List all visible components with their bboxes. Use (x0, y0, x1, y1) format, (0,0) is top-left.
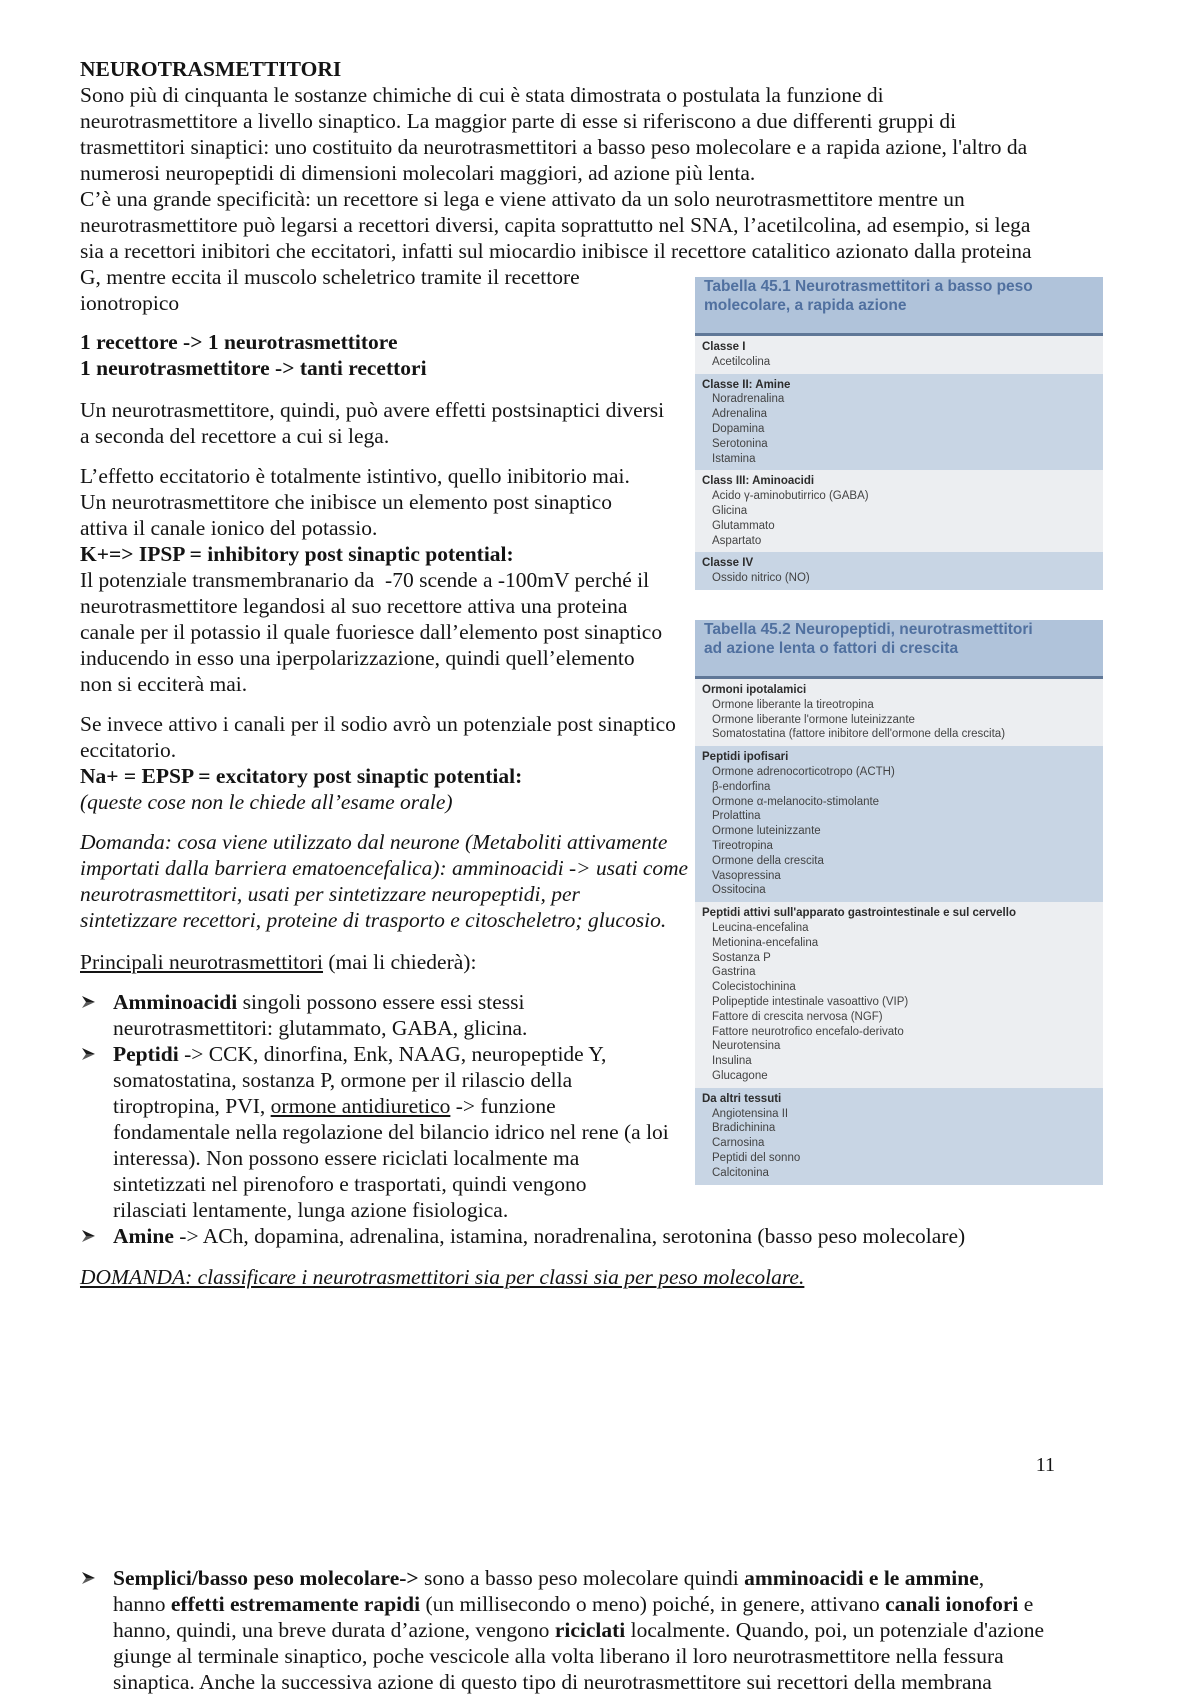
paragraph-line: non si ecciterà mai. (80, 672, 248, 696)
list-item-line: fondamentale nella regolazione del bilancio idrico nel rene (a loi (113, 1120, 669, 1144)
list-item-text: -> funzione (450, 1094, 556, 1118)
table-item: Fattore neurotrofico encefalo-derivato (712, 1025, 904, 1038)
table-item: Glucagone (712, 1069, 768, 1082)
table-item: Neurotensina (712, 1040, 781, 1053)
paragraph-line: Se invece attivo i canali per il sodio avrò un potenziale post sinaptico (80, 712, 676, 736)
page-title: NEUROTRASMETTITORI (80, 57, 342, 81)
bold-text: effetti estremamente rapidi (170, 1592, 421, 1616)
list-item-text: singoli possono essere essi stessi (237, 990, 525, 1014)
table-section (695, 374, 1103, 471)
list-item-line: giunge al terminale sinaptico, poche vescicole alla volta liberano il loro neurotrasmettitore nella fessura (113, 1644, 1004, 1668)
classification-question (80, 1264, 1055, 1290)
table-section-heading: Da altri tessuti (702, 1092, 782, 1105)
table-45-1-figure (695, 268, 1103, 590)
table-item: Ormone della crescita (712, 854, 824, 867)
table-title-line: ad azione lenta o fattori di crescita (704, 640, 959, 657)
paragraph-line: a seconda del recettore a cui si lega. (80, 424, 390, 448)
bullet-arrow-icon (82, 995, 96, 1009)
intro-line: sia a recettori inibitori che eccitatori, infatti sul miocardio inibisce il recettore catalitico azionato dalla proteina (80, 239, 1032, 263)
paragraph-line: Un neurotrasmettitore, quindi, può avere effetti postsinaptici diversi (80, 398, 665, 422)
list-item-term: Amine (113, 1224, 174, 1248)
table-45-2-body (695, 679, 1103, 1185)
bullet-arrow-icon (82, 1047, 96, 1061)
table-section (695, 679, 1103, 746)
table-section-heading: Classe I (702, 341, 746, 353)
list-item (113, 1041, 688, 1067)
table-item: Tireotropina (712, 839, 773, 852)
intro-line: ionotropico (80, 291, 180, 315)
table-section (695, 470, 1103, 552)
list-item-text: sono a basso peso molecolare quindi (418, 1566, 745, 1590)
page-number: 11 (1035, 1454, 1055, 1476)
list-item-term: Semplici/basso peso molecolare-> (113, 1566, 419, 1590)
table-item: Aspartato (712, 534, 762, 547)
table-item: Bradichinina (712, 1122, 776, 1135)
paragraph-text: Il potenziale transmembranario da -70 scende a -100mV perché il (80, 568, 650, 592)
list-item-text: -> ACh, dopamina, adrenalina, istamina, noradrenalina, serotonina (basso peso molecolare) (173, 1224, 966, 1248)
bullet-arrow-icon (82, 1229, 96, 1243)
list-item (113, 1565, 1055, 1591)
table-item: Metionina-encefalina (712, 936, 819, 949)
paragraph-line: Un neurotrasmettitore che inibisce un elemento post sinaptico (80, 490, 612, 514)
intro-line: Sono più di cinquanta le sostanze chimiche di cui è stata dimostrata o postulata la funzione di (80, 83, 884, 107)
question-paragraph (80, 829, 688, 933)
list-item-text: -> CCK, dinorfina, Enk, NAAG, neuropeptide Y, (178, 1042, 607, 1066)
list-item-line: neurotrasmettitori: glutammato, GABA, glicina. (113, 1016, 528, 1040)
table-section-heading: Peptidi attivi sull'apparato gastrointestinale e sul cervello (702, 907, 1016, 920)
table-item: Calcitonina (712, 1166, 769, 1179)
table-title-line: Tabella 45.2 Neuropeptidi, neurotrasmettitori (704, 621, 1033, 638)
list-item-line: somatostatina, sostanza P, ormone per il rilascio della (113, 1068, 573, 1092)
table-item: Vasopressina (712, 869, 781, 882)
list-item-line (113, 1591, 1055, 1617)
intro-line: C’è una grande specificità: un recettore si lega e viene attivato da un solo neurotrasmettitore mentre un (80, 187, 965, 211)
table-item: Acetilcolina (712, 355, 771, 368)
list-item (113, 1223, 1055, 1249)
intro-line: neurotrasmettitore può legarsi a recettori diversi, capita soprattutto nel SNA, l’acetilcolina, ad esempio, si lega (80, 213, 1031, 237)
table-item: Fattore di crescita nervosa (NGF) (712, 1010, 883, 1023)
table-section (695, 746, 1103, 902)
table-section-heading: Class III: Aminoacidi (702, 475, 815, 488)
table-item: Peptidi del sonno (712, 1151, 801, 1164)
bold-text: riciclati (554, 1618, 626, 1642)
list-item (113, 989, 688, 1015)
table-item: Dopamina (712, 422, 765, 435)
table-section (695, 1088, 1103, 1185)
table-item: Gastrina (712, 966, 756, 979)
question-line: sintetizzare recettori, proteine di trasporto e citoscheletro; glucosio. (80, 908, 667, 932)
paragraph-line: L’effetto eccitatorio è totalmente istintivo, quello inibitorio mai. (80, 464, 630, 488)
table-item: Prolattina (712, 810, 761, 823)
table-title-line: molecolare, a rapida azione (704, 297, 907, 314)
question-line: importati dalla barriera ematoencefalica): amminoacidi -> usati come (80, 856, 689, 880)
paragraph-line: attiva il canale ionico del potassio. (80, 516, 378, 540)
list-item-term: Peptidi (113, 1042, 179, 1066)
table-section (695, 336, 1103, 374)
list-item-text: e (1018, 1592, 1034, 1616)
intro-line: G, mentre eccita il muscolo scheletrico tramite il recettore (80, 265, 580, 289)
table-title-line: Tabella 45.1 Neurotrasmettitori a basso peso (704, 278, 1033, 295)
table-item: Angiotensina II (712, 1107, 789, 1120)
table-item: Noradrenalina (712, 393, 785, 406)
table-section (695, 902, 1103, 1088)
excitatory-section (80, 711, 688, 815)
table-item: Ormone α-melanocito-stimolante (712, 795, 880, 808)
table-section-heading: Peptidi ipofisari (702, 751, 789, 764)
ipsp-label: K+=> IPSP = inhibitory post sinaptic potential: (80, 542, 514, 566)
epsp-label: Na+ = EPSP = excitatory post sinaptic potential: (80, 764, 523, 788)
question-line: neurotrasmettitori, usati per sintetizzare neuropeptidi, per (80, 882, 580, 906)
table-45-2-figure (695, 612, 1103, 1185)
table-item: Polipeptide intestinale vasoattivo (VIP) (712, 995, 909, 1008)
list-item-text: localmente. Quando, poi, un potenziale d'azione (625, 1618, 1045, 1642)
list-item-line: sinaptica. Anche la successiva azione di questo tipo di neurotrasmettitore sui recettori della membrana (113, 1670, 992, 1694)
table-45-1-header (695, 277, 1103, 336)
underlined-term: ormone antidiuretico (270, 1094, 451, 1118)
table-item: Acido γ-aminobutirrico (GABA) (712, 490, 869, 503)
list-item-text: , (978, 1566, 985, 1590)
paragraph-line: neurotrasmettitore legandosi al suo recettore attiva una proteina (80, 594, 628, 618)
intro-line: neurotrasmettitore a livello sinaptico. La maggior parte di esse si riferiscono a due differenti gruppi di (80, 109, 957, 133)
inhibitory-section (80, 463, 688, 697)
table-item: Somatostatina (fattore inibitore dell'ormone della crescita) (712, 728, 1006, 741)
exam-note: (queste cose non le chiede all’esame orale) (80, 790, 453, 814)
table-section-heading: Classe II: Amine (702, 378, 791, 391)
list-item-term: Amminoacidi (113, 990, 238, 1014)
list-heading-suffix: (mai li chiederà): (323, 950, 477, 974)
table-45-1-body (695, 336, 1103, 590)
paragraph-line: eccitatorio. (80, 738, 177, 762)
rule-line: 1 recettore -> 1 neurotrasmettitore (80, 330, 398, 354)
intro-line: trasmettitori sinaptici: uno costituito da neurotrasmettitori a basso peso molecolare e a rapida azione, l'altro da (80, 135, 1028, 159)
list-item-text: (un millisecondo o meno) poiché, in genere, attivano (420, 1592, 886, 1616)
table-item: Adrenalina (712, 408, 767, 421)
paragraph-line: canale per il potassio il quale fuoriesce dall’elemento post sinaptico (80, 620, 663, 644)
list-item-line: interessa). Non possono essere riciclati localmente ma (113, 1146, 580, 1170)
table-item: Sostanza P (712, 951, 771, 964)
rule-line: 1 neurotrasmettitore -> tanti recettori (80, 356, 427, 380)
table-item: Ossitocina (712, 884, 766, 897)
paragraph-line (80, 567, 688, 593)
table-item: Leucina-encefalina (712, 921, 809, 934)
list-item-line (113, 1093, 688, 1119)
paragraph-line: inducendo in esso una iperpolarizzazione, quindi quell’elemento (80, 646, 635, 670)
list-item-line: rilasciati lentamente, lunga azione fisiologica. (113, 1198, 509, 1222)
table-item: Glutammato (712, 519, 775, 532)
list-item-text: hanno (113, 1592, 171, 1616)
table-item: Ossido nitrico (NO) (712, 572, 810, 585)
list-item-text: hanno, quindi, una breve durata d’azione, vengono (113, 1618, 555, 1642)
table-item: Insulina (712, 1055, 752, 1068)
bullet-arrow-icon (82, 1571, 96, 1585)
list-heading-line (80, 949, 688, 975)
table-item: Ormone liberante la tireotropina (712, 698, 874, 711)
question-line: Domanda: cosa viene utilizzato dal neurone (Metaboliti attivamente (80, 830, 668, 854)
intro-line: numerosi neuropeptidi di dimensioni molecolari maggiori, ad azione più lenta. (80, 161, 756, 185)
bold-text: amminoacidi e le ammine (744, 1566, 979, 1590)
question-line: DOMANDA: classificare i neurotrasmettitori sia per classi sia per peso molecolare. (80, 1265, 805, 1289)
postsynaptic-paragraph (80, 397, 688, 449)
table-section-heading: Classe IV (702, 557, 754, 570)
table-item: Glicina (712, 504, 748, 517)
list-item-line: sintetizzati nel pirenoforo e trasportati, quindi vengono (113, 1172, 587, 1196)
table-item: Carnosina (712, 1137, 765, 1150)
bold-text: canali ionofori (885, 1592, 1019, 1616)
table-section-heading: Ormoni ipotalamici (702, 684, 807, 696)
simple-neurotransmitters-item (80, 1565, 1196, 1695)
table-section (695, 552, 1103, 590)
list-item-line (113, 1617, 1055, 1643)
table-item: Istamina (712, 452, 756, 465)
table-item: Ormone adrenocorticotropo (ACTH) (712, 765, 895, 778)
table-item: β-endorfina (712, 780, 771, 793)
table-item: Ormone liberante l'ormone luteinizzante (712, 713, 915, 726)
main-list-heading (80, 949, 688, 975)
table-item: Colecistochinina (712, 981, 796, 994)
table-item: Serotonina (712, 437, 768, 450)
table-item: Ormone luteinizzante (712, 825, 821, 838)
receptor-rule (80, 329, 688, 381)
list-heading-title: Principali neurotrasmettitori (80, 950, 324, 974)
table-45-2-header (695, 620, 1103, 679)
list-item-text: tiroptropina, PVI, (113, 1094, 271, 1118)
